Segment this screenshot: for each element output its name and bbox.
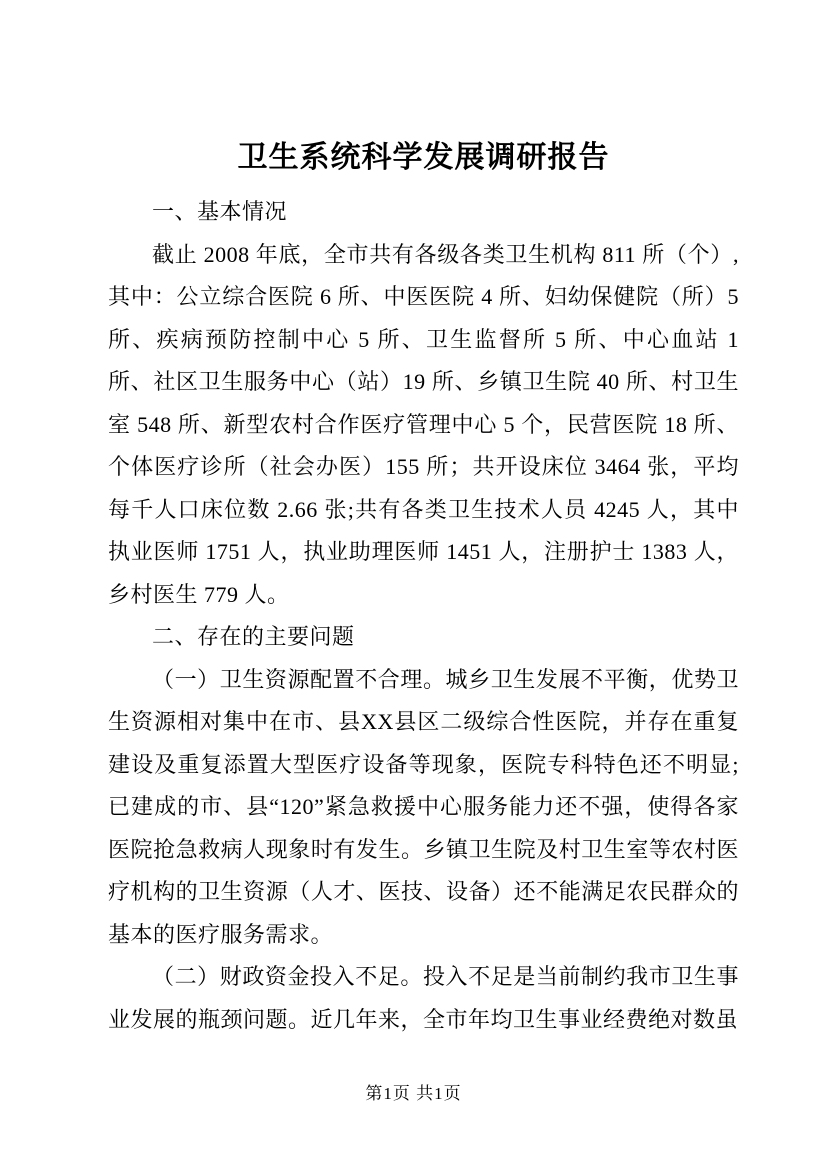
section-heading-main-problems: 二、存在的主要问题 — [152, 624, 355, 649]
paragraph-statistics: 截止 2008 年底，全市共有各级各类卫生机构 811 所（个）,其中：公立综合医院 6 所、中医医院 4 所、妇幼保健院（所）5 所、疾病预防控制中心 5 所、卫生监督所 5 所、中心血站 1 所、社区卫生服务中心（站）19 所、乡镇卫生院 40 所、村卫生室 548 所、新型农村合作医疗管理中心 5 个，民营医院 18 所、个体医疗诊所（社会办医）155 所；共开设床位 3464 张，平均每千人口床位数 2.66 张;共有各类卫生技术人员 4245 人，其中执业医师 1751 人，执业助理医师 1451 人，注册护士 1383 人，乡村医生 779 人。 — [108, 241, 739, 607]
paragraph-funding-shortage: （二）财政资金投入不足。投入不足是当前制约我市卫生事业发展的瓶颈问题。近几年来，全市年均卫生事业经费绝对数虽 — [108, 964, 739, 1032]
paragraph-resource-allocation: （一）卫生资源配置不合理。城乡卫生发展不平衡，优势卫生资源相对集中在市、县XX县区二级综合性医院，并存在重复建设及重复添置大型医疗设备等现象，医院专科特色还不明显;已建成的市、县“120”紧急救援中心服务能力还不强，使得各家医院抢急救病人现象时有发生。乡镇卫生院及村卫生室等农村医疗机构的卫生资源（人才、医技、设备）还不能满足农民群众的基本的医疗服务需求。 — [108, 666, 739, 947]
section-heading-basic-situation: 一、基本情况 — [152, 199, 288, 224]
page-footer: 第1页 共1页 — [365, 1084, 462, 1103]
document-title: 卫生系统科学发展调研报告 — [237, 141, 610, 174]
